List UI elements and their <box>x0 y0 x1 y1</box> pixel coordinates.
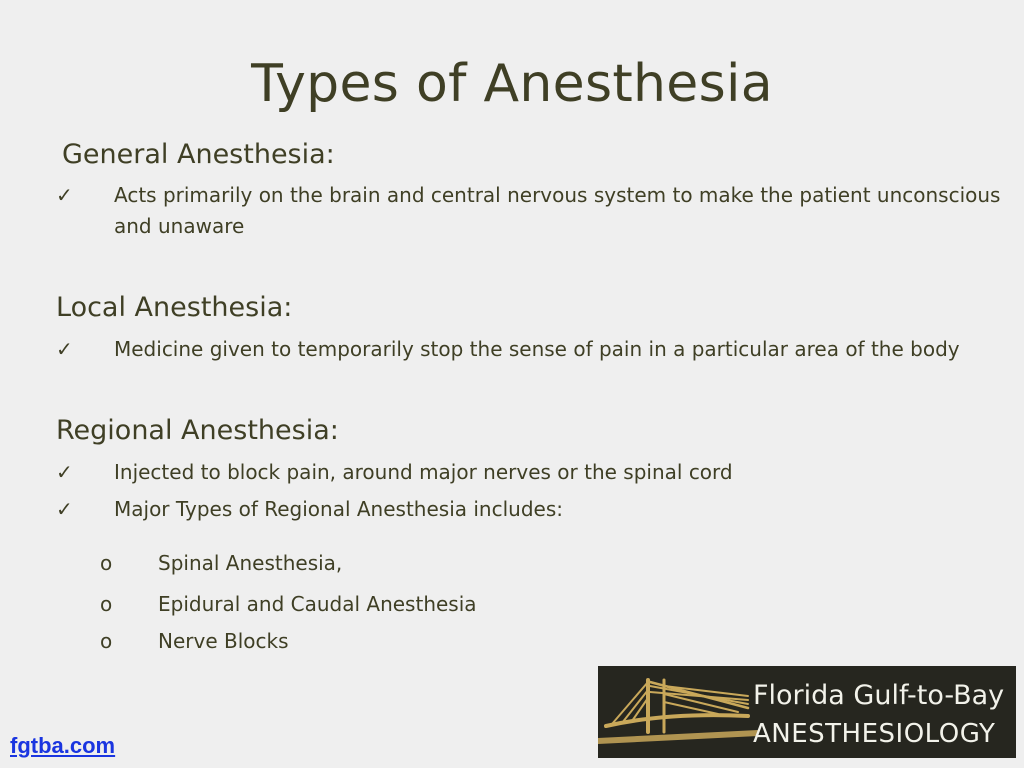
checkmark-icon: ✓ <box>56 183 73 207</box>
slide-title: Types of Anesthesia <box>251 54 773 114</box>
website-link[interactable]: fgtba.com <box>10 733 116 758</box>
logo-text-primary: Florida Gulf-to-Bay <box>753 680 1005 711</box>
company-logo <box>598 666 1016 758</box>
bullet-text: Major Types of Regional Anesthesia includes: <box>114 497 563 521</box>
circle-bullet-icon: o <box>100 592 113 616</box>
subbullet-text: Nerve Blocks <box>158 629 289 653</box>
circle-bullet-icon: o <box>100 629 113 653</box>
circle-bullet-icon: o <box>100 551 113 575</box>
subbullet-text: Spinal Anesthesia, <box>158 551 343 575</box>
bullet-text: Injected to block pain, around major nerves or the spinal cord <box>114 460 733 484</box>
subbullet-text: Epidural and Caudal Anesthesia <box>158 592 477 616</box>
section-heading-general: General Anesthesia: <box>62 139 335 170</box>
bullet-text: Medicine given to temporarily stop the sense of pain in a particular area of the body <box>114 337 960 361</box>
checkmark-icon: ✓ <box>56 337 73 361</box>
bridge-icon <box>598 666 758 758</box>
bullet-text: Acts primarily on the brain and central nervous system to make the patient unconscious and unaware <box>114 183 1001 238</box>
logo-text-secondary: ANESTHESIOLOGY <box>753 719 996 749</box>
section-heading-local: Local Anesthesia: <box>56 292 293 323</box>
section-heading-regional: Regional Anesthesia: <box>56 415 339 446</box>
checkmark-icon: ✓ <box>56 497 73 521</box>
checkmark-icon: ✓ <box>56 460 73 484</box>
